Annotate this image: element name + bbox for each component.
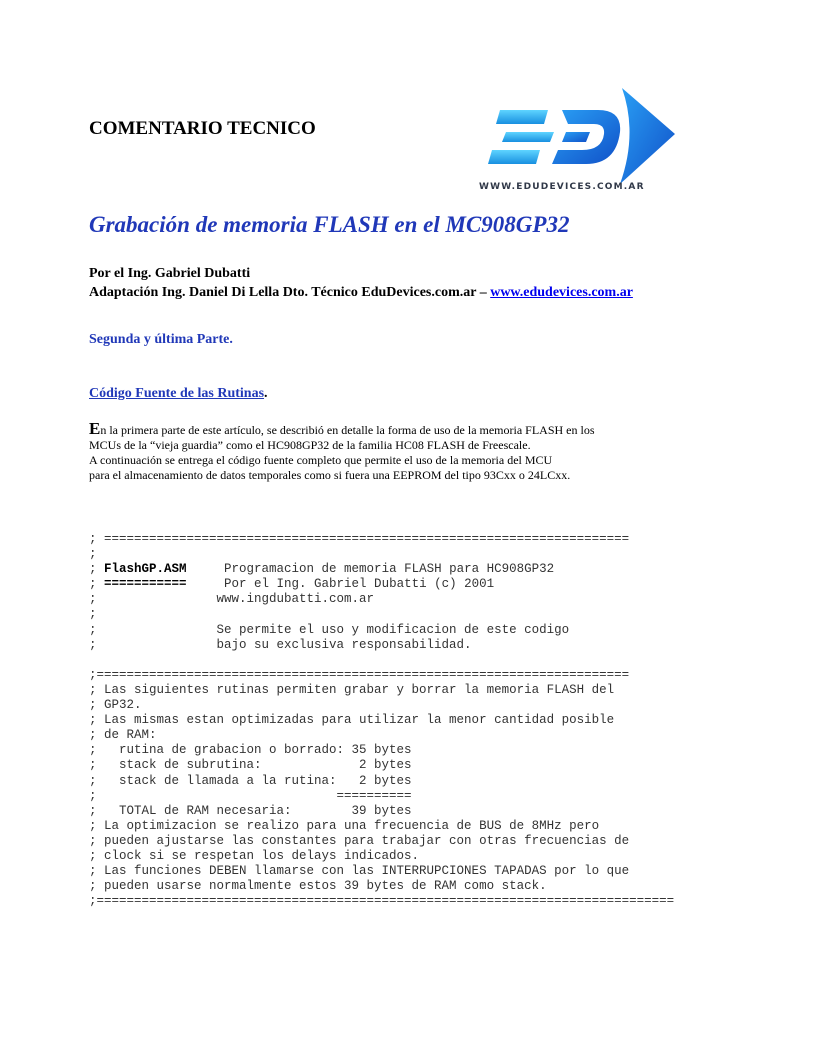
edudevices-logo-icon [470,80,680,195]
code-line: ; ========== [89,788,412,803]
edudevices-link[interactable]: www.edudevices.com.ar [490,285,633,300]
code-line: ; www.ingdubatti.com.ar [89,592,375,607]
section-dot: . [264,386,268,401]
drop-cap: E [89,419,101,438]
intro-line: MCUs de la “vieja guardia” como el HC908GP32 de la familia HC08 FLASH de Freescale. [89,438,531,452]
code-line [89,653,674,668]
intro-line: En la primera parte de este artículo, se describió en detalle la forma de uso de la memoria FLASH en los [89,419,595,438]
code-line: ; =========== Por el Ing. Gabriel Dubatti (c) 2001 [89,577,495,592]
code-line: ; pueden usarse normalmente estos 39 bytes de RAM como stack. [89,879,547,894]
code-line: ; Las mismas estan optimizadas para utilizar la menor cantidad posible [89,713,615,728]
code-line: ; Las funciones DEBEN llamarse con las INTERRUPCIONES TAPADAS por lo que [89,864,630,879]
code-line: ; pueden ajustarse las constantes para trabajar con otras frecuencias de [89,833,630,848]
section-heading: COMENTARIO TECNICO [89,118,316,139]
code-line: ; GP32. [89,698,142,713]
byline-adaptation [89,285,633,301]
code-line: ; stack de llamada a la rutina: 2 bytes [89,773,412,788]
code-line: ; TOTAL de RAM necesaria: 39 bytes [89,803,412,818]
byline-adaptation-text: Adaptación Ing. Daniel Di Lella Dto. Técnico EduDevices.com.ar – [89,285,491,300]
code-line: ; [89,607,97,622]
section-heading-link [89,386,268,402]
code-line: ; de RAM: [89,728,157,743]
code-line: ; stack de subrutina: 2 bytes [89,758,412,773]
code-line: ; rutina de grabacion o borrado: 35 bytes [89,743,412,758]
code-line: ; clock si se respetan los delays indicados. [89,848,420,863]
intro-line: para el almacenamiento de datos temporales como si fuera una EEPROM del tipo 93Cxx o 24LCxx. [89,468,571,482]
code-line: ; [89,547,97,562]
code-line: ; Se permite el uso y modificacion de este codigo [89,622,570,637]
code-line: ;======================================================================= [89,667,630,682]
intro-line: A continuación se entrega el código fuente completo que permite el uso de la memoria del MCU [89,453,553,467]
intro-paragraph [89,421,729,483]
code-line: ; bajo su exclusiva responsabilidad. [89,637,472,652]
code-line: ; ====================================================================== [89,532,630,546]
logo-url-text: WWW.EDUDEVICES.COM.AR [479,182,645,192]
article-title: Grabación de memoria FLASH en el MC908GP32 [89,212,570,237]
code-line: ;============================================================================= [89,894,675,909]
source-code-block [89,532,674,909]
code-line: ; FlashGP.ASM Programacion de memoria FLASH para HC908GP32 [89,562,555,577]
part-label: Segunda y última Parte. [89,332,233,347]
code-line: ; Las siguientes rutinas permiten grabar y borrar la memoria FLASH del [89,682,615,697]
byline-author: Por el Ing. Gabriel Dubatti [89,266,251,281]
code-line: ; La optimizacion se realizo para una frecuencia de BUS de 8MHz pero [89,818,600,833]
source-code-link[interactable]: Código Fuente de las Rutinas [89,386,265,401]
